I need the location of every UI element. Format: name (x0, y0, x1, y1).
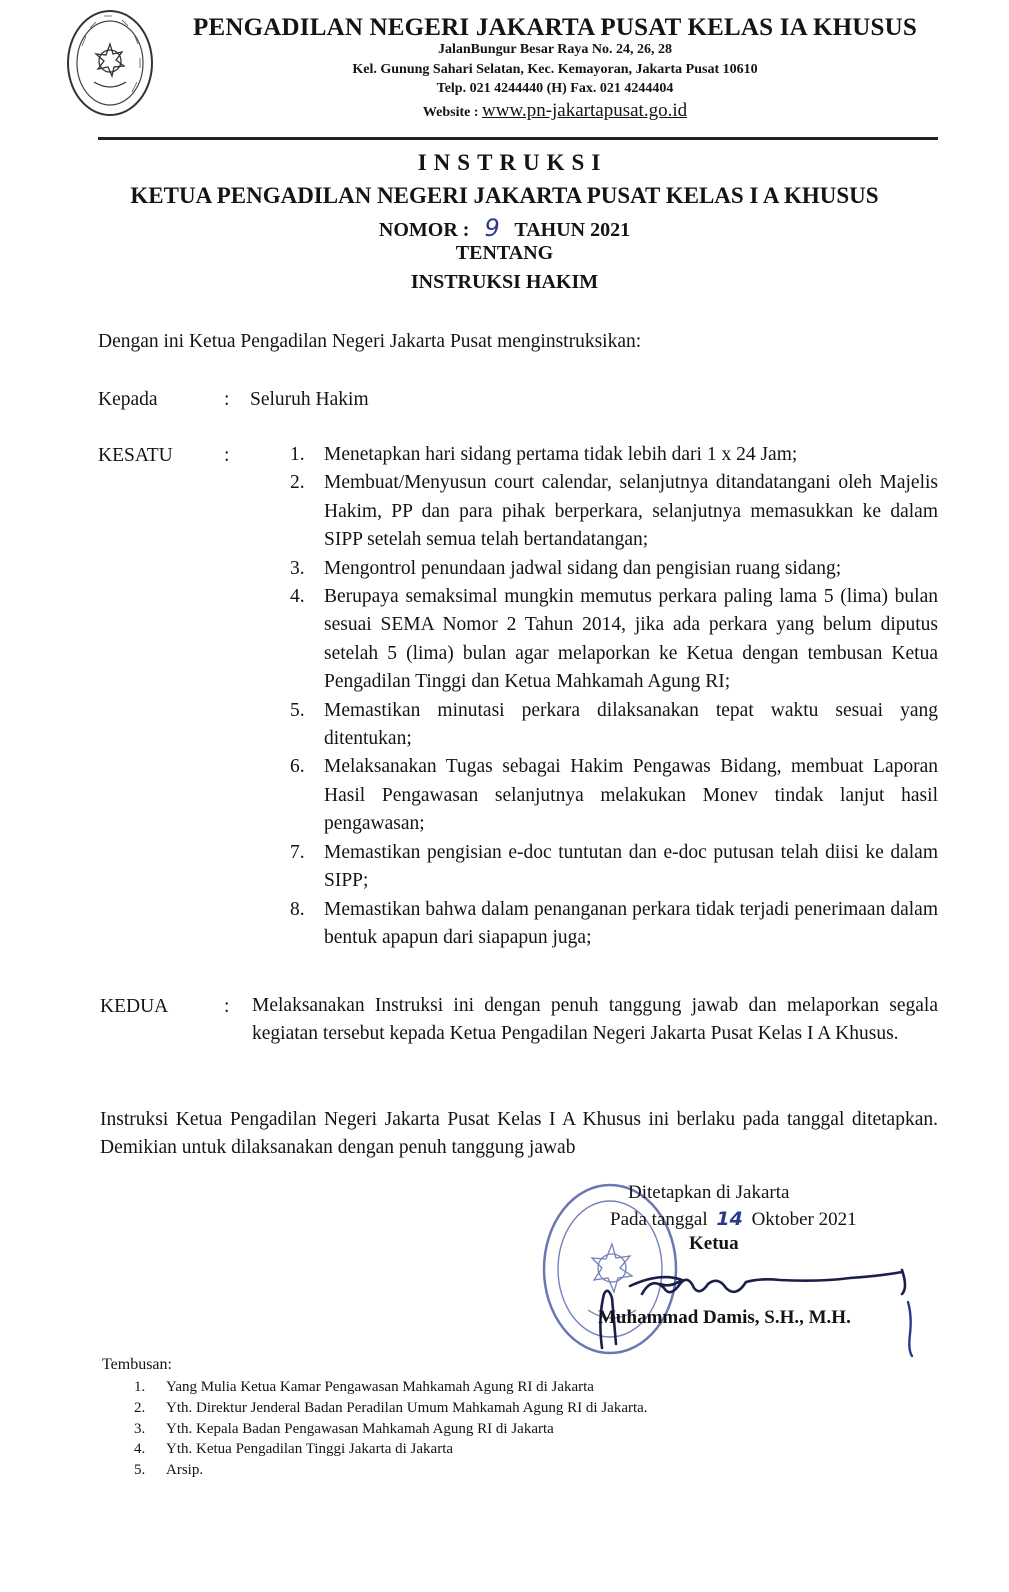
signatory-name: Muhammad Damis, S.H., M.H. (598, 1307, 851, 1328)
tembusan-title: Tembusan: (102, 1356, 172, 1373)
about-label: TENTANG (455, 242, 554, 264)
signatory-role: Ketua (689, 1233, 739, 1254)
list-item (134, 1439, 648, 1460)
list-item (134, 1377, 648, 1398)
item-text: Mengontrol penundaan jadwal sidang dan pengisian ruang sidang; (324, 557, 842, 579)
address-line-1: JalanBungur Besar Raya No. 24, 26, 28 (437, 42, 672, 57)
item-number: 4. (290, 586, 305, 608)
item-number: 2. (134, 1399, 146, 1416)
item-text: Yang Mulia Ketua Kamar Pengawasan Mahkamah Agung RI di Jakarta (166, 1379, 594, 1395)
list-item (290, 839, 938, 896)
item-number: 6. (290, 756, 305, 778)
phone-fax-line: Telp. 021 4244440 (H) Fax. 021 4244404 (436, 81, 674, 96)
tembusan-list (134, 1377, 648, 1481)
kedua-colon: : (224, 996, 230, 1017)
item-number: 3. (290, 557, 305, 579)
kedua-label: KEDUA (100, 996, 169, 1017)
document-heading: INSTRUKSI (417, 150, 608, 175)
item-text: Yth. Kepala Badan Pengawasan Mahkamah Agung RI di Jakarta (166, 1420, 554, 1437)
list-item (290, 753, 938, 838)
website-line (170, 100, 940, 122)
item-text: Berupaya semaksimal mungkin memutus perkara paling lama 5 (lima) bulan sesuai SEMA Nomor 2 Tahun 2014, jika ada perkara yang belum diputus setelah 5 (lima) bulan agar melaporkan ke Ketua dengan tembusan Ketua Pengadilan Tinggi dan Ketua Mahkamah Agung RI; (324, 586, 938, 693)
list-item (290, 697, 938, 754)
closing-paragraph: Instruksi Ketua Pengadilan Negeri Jakarta Pusat Kelas I A Khusus ini berlaku pada tanggal ditetapkan. Demikian untuk dilaksanakan dengan penuh tanggung jawab (100, 1109, 938, 1159)
item-text: Memastikan pengisian e-doc tuntutan dan e-doc putusan telah diisi ke dalam SIPP; (324, 841, 938, 892)
list-item (290, 441, 938, 469)
item-number: 5. (134, 1462, 146, 1479)
item-number: 5. (290, 699, 305, 721)
document-subject: INSTRUKSI HAKIM (410, 271, 599, 293)
signature-place: Ditetapkan di Jakarta (628, 1182, 790, 1203)
kedua-text: Melaksanakan Instruksi ini dengan penuh tanggung jawab dan melaporkan segala kegiatan tersebut kepada Ketua Pengadilan Negeri Jakarta Pusat Kelas I A Khusus. (252, 995, 938, 1045)
number-suffix: TAHUN 2021 (514, 219, 631, 241)
item-number: 7. (290, 841, 305, 863)
item-text: Melaksanakan Tugas sebagai Hakim Pengawas Bidang, membuat Laporan Hasil Pengawasan selanjutnya melakukan Monev tindak lanjut hasil pengawasan; (324, 756, 938, 835)
list-item (134, 1419, 648, 1440)
item-text: Memastikan bahwa dalam penanganan perkara tidak terjadi penerimaan dalam bentuk apapun dari siapapun juga; (324, 898, 938, 948)
kesatu-label: KESATU (98, 445, 173, 466)
date-suffix: Oktober 2021 (751, 1209, 857, 1230)
item-number: 1. (134, 1379, 146, 1395)
item-number: 2. (290, 472, 305, 494)
item-text: Membuat/Menyusun court calendar, selanjutnya ditandatangani oleh Majelis Hakim, PP dan para pihak berperkara, selanjutnya memasukkan ke dalam SIPP setelah semua telah bertandatangan; (324, 472, 938, 551)
date-handwritten: 14 (716, 1208, 743, 1230)
website-label: Website : (422, 105, 479, 120)
item-number: 3. (134, 1420, 146, 1437)
list-item (290, 583, 938, 697)
kepada-value: Seluruh Hakim (250, 389, 369, 410)
number-handwritten: 9 (484, 214, 500, 242)
number-prefix: NOMOR : (378, 219, 470, 241)
list-item (290, 469, 938, 554)
item-text: Arsip. (166, 1462, 204, 1479)
letterhead-divider (98, 137, 938, 140)
list-item (134, 1460, 648, 1481)
court-seal-emblem-icon (64, 6, 156, 120)
item-text: Memastikan minutasi perkara dilaksanakan tepat waktu sesuai yang ditentukan; (324, 699, 938, 750)
kesatu-list (290, 441, 938, 952)
document-issuer: KETUA PENGADILAN NEGERI JAKARTA PUSAT KELAS I A KHUSUS (130, 183, 879, 208)
list-item (290, 555, 938, 583)
date-prefix: Pada tanggal (610, 1209, 708, 1230)
kepada-label: Kepada (98, 389, 158, 410)
item-number: 1. (290, 444, 305, 465)
item-number: 8. (290, 898, 305, 920)
item-text: Yth. Ketua Pengadilan Tinggi Jakarta di Jakarta (166, 1441, 454, 1458)
kepada-colon: : (224, 389, 230, 410)
kesatu-colon: : (224, 445, 230, 466)
list-item (290, 896, 938, 953)
website-link[interactable]: www.pn-jakartapusat.go.id (482, 100, 688, 121)
document-number (0, 214, 1009, 242)
list-item (134, 1398, 648, 1419)
item-text: Menetapkan hari sidang pertama tidak lebih dari 1 x 24 Jam; (324, 444, 798, 465)
intro-paragraph: Dengan ini Ketua Pengadilan Negeri Jakarta Pusat menginstruksikan: (98, 331, 642, 352)
item-text: Yth. Direktur Jenderal Badan Peradilan Umum Mahkamah Agung RI di Jakarta. (166, 1399, 648, 1416)
item-number: 4. (134, 1441, 146, 1458)
address-line-2: Kel. Gunung Sahari Selatan, Kec. Kemayoran, Jakarta Pusat 10610 (352, 62, 758, 77)
signature-date (610, 1208, 857, 1231)
court-name-heading: PENGADILAN NEGERI JAKARTA PUSAT KELAS IA KHUSUS (193, 14, 917, 41)
